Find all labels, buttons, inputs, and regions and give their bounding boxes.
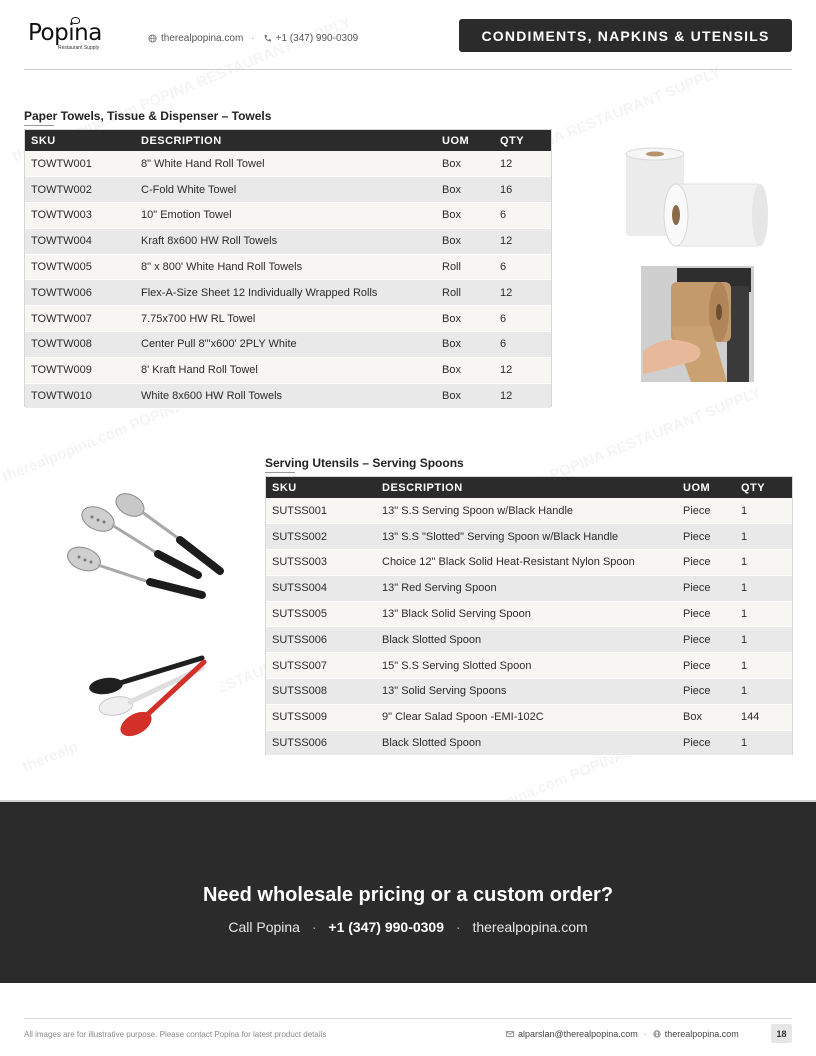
globe-icon bbox=[148, 34, 157, 43]
qty-cell: 12 bbox=[494, 383, 551, 409]
footer-disclaimer: All images are for illustrative purpose. Please contact Popina for latest product details bbox=[24, 1030, 327, 1039]
description-cell: Choice 12" Black Solid Heat-Resistant Nylon Spoon bbox=[376, 550, 677, 576]
kraft-towel-roll-image bbox=[641, 266, 754, 382]
footer-website[interactable]: therealpopina.com bbox=[664, 1029, 739, 1039]
logo-wordmark: Popina bbox=[28, 20, 102, 46]
table-row bbox=[25, 151, 551, 177]
qty-cell: 1 bbox=[735, 679, 792, 705]
uom-cell: Roll bbox=[436, 280, 494, 306]
category-title: CONDIMENTS, NAPKINS & UTENSILS bbox=[459, 19, 792, 52]
qty-cell: 1 bbox=[735, 730, 792, 756]
towels-table-frame bbox=[24, 129, 552, 407]
qty-cell: 144 bbox=[735, 704, 792, 730]
column-header-sku: SKU bbox=[25, 130, 135, 151]
description-cell: 13" S.S Serving Spoon w/Black Handle bbox=[376, 498, 677, 524]
description-cell: 15" S.S Serving Slotted Spoon bbox=[376, 653, 677, 679]
sku-cell: TOWTW004 bbox=[25, 228, 135, 254]
header-divider bbox=[24, 69, 792, 70]
cta-title: Need wholesale pricing or a custom order? bbox=[202, 884, 614, 906]
section-title-spoons bbox=[265, 456, 464, 470]
sku-cell: SUTSS001 bbox=[266, 498, 376, 524]
qty-cell: 6 bbox=[494, 332, 551, 358]
column-header-qty: QTY bbox=[735, 477, 792, 498]
qty-cell: 6 bbox=[494, 306, 551, 332]
sku-cell: SUTSS007 bbox=[266, 653, 376, 679]
uom-cell: Box bbox=[436, 332, 494, 358]
cta-phone[interactable]: +1 (347) 990-0309 bbox=[328, 919, 444, 935]
separator: · bbox=[643, 1029, 647, 1039]
qty-cell: 12 bbox=[494, 151, 551, 177]
footer-email[interactable]: alparslan@therealpopina.com bbox=[518, 1029, 638, 1039]
plastic-serving-spoons-image bbox=[78, 628, 220, 768]
separator: · bbox=[251, 33, 255, 44]
sku-cell: TOWTW002 bbox=[25, 177, 135, 203]
sku-cell: SUTSS009 bbox=[266, 704, 376, 730]
description-cell: Kraft 8x600 HW Roll Towels bbox=[135, 228, 436, 254]
column-header-description: DESCRIPTION bbox=[135, 130, 436, 151]
stainless-serving-spoons-image bbox=[60, 485, 230, 605]
qty-cell: 1 bbox=[735, 575, 792, 601]
column-header-sku: SKU bbox=[266, 477, 376, 498]
cta-call-label: Call Popina bbox=[228, 919, 300, 935]
description-cell: 7.75x700 HW RL Towel bbox=[135, 306, 436, 332]
sku-cell: TOWTW003 bbox=[25, 203, 135, 229]
section-title-towels bbox=[24, 109, 271, 123]
description-cell: White 8x600 HW Roll Towels bbox=[135, 383, 436, 409]
header-phone[interactable]: +1 (347) 990-0309 bbox=[275, 33, 359, 44]
table-row bbox=[25, 280, 551, 306]
table-row bbox=[266, 653, 792, 679]
mail-icon bbox=[506, 1030, 514, 1038]
table-row bbox=[266, 704, 792, 730]
footer-contact bbox=[506, 1029, 739, 1039]
table-row bbox=[266, 575, 792, 601]
globe-icon bbox=[653, 1030, 661, 1038]
table-row bbox=[25, 306, 551, 332]
cloche-icon bbox=[71, 17, 80, 24]
sku-cell: TOWTW006 bbox=[25, 280, 135, 306]
page-header bbox=[0, 0, 816, 72]
description-cell: 10" Emotion Towel bbox=[135, 203, 436, 229]
table-row bbox=[266, 679, 792, 705]
phone-icon bbox=[263, 34, 272, 43]
table-row bbox=[25, 254, 551, 280]
qty-cell: 1 bbox=[735, 627, 792, 653]
description-cell: 9" Clear Salad Spoon -EMI-102C bbox=[376, 704, 677, 730]
cta-contact-line bbox=[0, 919, 816, 935]
sku-cell: SUTSS006 bbox=[266, 627, 376, 653]
sku-cell: SUTSS004 bbox=[266, 575, 376, 601]
uom-cell: Box bbox=[436, 203, 494, 229]
uom-cell: Box bbox=[436, 357, 494, 383]
spoons-table-frame bbox=[265, 476, 793, 755]
description-cell: Black Slotted Spoon bbox=[376, 627, 677, 653]
uom-cell: Box bbox=[436, 383, 494, 409]
uom-cell: Roll bbox=[436, 254, 494, 280]
qty-cell: 12 bbox=[494, 357, 551, 383]
table-row bbox=[266, 550, 792, 576]
separator: · bbox=[455, 919, 461, 935]
sku-cell: TOWTW008 bbox=[25, 332, 135, 358]
uom-cell: Piece bbox=[677, 524, 735, 550]
white-towel-rolls-image bbox=[618, 144, 774, 256]
description-cell: 13" Red Serving Spoon bbox=[376, 575, 677, 601]
column-header-qty: QTY bbox=[494, 130, 551, 151]
sku-cell: TOWTW010 bbox=[25, 383, 135, 409]
table-row bbox=[266, 627, 792, 653]
table-row bbox=[266, 601, 792, 627]
table-row bbox=[25, 203, 551, 229]
cta-website[interactable]: therealpopina.com bbox=[472, 919, 588, 935]
description-cell: Center Pull 8"'x600' 2PLY White bbox=[135, 332, 436, 358]
description-cell: 13" Black Solid Serving Spoon bbox=[376, 601, 677, 627]
uom-cell: Box bbox=[436, 177, 494, 203]
footer-divider bbox=[24, 1018, 792, 1019]
title-underline bbox=[265, 472, 295, 473]
uom-cell: Box bbox=[677, 704, 735, 730]
uom-cell: Piece bbox=[677, 627, 735, 653]
section-title-text: Serving Utensils – Serving Spoons bbox=[265, 456, 464, 470]
qty-cell: 6 bbox=[494, 254, 551, 280]
title-underline bbox=[24, 125, 54, 126]
sku-cell: TOWTW005 bbox=[25, 254, 135, 280]
qty-cell: 12 bbox=[494, 280, 551, 306]
cta-banner bbox=[0, 800, 816, 983]
qty-cell: 12 bbox=[494, 228, 551, 254]
uom-cell: Piece bbox=[677, 601, 735, 627]
qty-cell: 1 bbox=[735, 498, 792, 524]
column-header-uom: UOM bbox=[677, 477, 735, 498]
description-cell: 8' Kraft Hand Roll Towel bbox=[135, 357, 436, 383]
uom-cell: Box bbox=[436, 151, 494, 177]
description-cell: Black Slotted Spoon bbox=[376, 730, 677, 756]
uom-cell: Piece bbox=[677, 679, 735, 705]
header-contact bbox=[148, 33, 358, 44]
sku-cell: SUTSS003 bbox=[266, 550, 376, 576]
table-row bbox=[266, 524, 792, 550]
towels-table bbox=[25, 130, 551, 409]
qty-cell: 1 bbox=[735, 653, 792, 679]
description-cell: 13" Solid Serving Spoons bbox=[376, 679, 677, 705]
table-row bbox=[25, 357, 551, 383]
uom-cell: Piece bbox=[677, 550, 735, 576]
sku-cell: TOWTW007 bbox=[25, 306, 135, 332]
table-header-row bbox=[25, 130, 551, 151]
uom-cell: Box bbox=[436, 306, 494, 332]
uom-cell: Piece bbox=[677, 730, 735, 756]
table-row bbox=[25, 383, 551, 409]
uom-cell: Box bbox=[436, 228, 494, 254]
section-title-text: Paper Towels, Tissue & Dispenser – Towels bbox=[24, 109, 272, 123]
table-row bbox=[25, 228, 551, 254]
qty-cell: 6 bbox=[494, 203, 551, 229]
description-cell: 8" White Hand Roll Towel bbox=[135, 151, 436, 177]
table-row bbox=[25, 177, 551, 203]
sku-cell: SUTSS008 bbox=[266, 679, 376, 705]
sku-cell: SUTSS005 bbox=[266, 601, 376, 627]
table-row bbox=[25, 332, 551, 358]
spoons-table bbox=[266, 477, 792, 756]
qty-cell: 1 bbox=[735, 550, 792, 576]
uom-cell: Piece bbox=[677, 575, 735, 601]
sku-cell: TOWTW009 bbox=[25, 357, 135, 383]
description-cell: 13" S.S "Slotted" Serving Spoon w/Black Handle bbox=[376, 524, 677, 550]
description-cell: 8" x 800' White Hand Roll Towels bbox=[135, 254, 436, 280]
table-header-row bbox=[266, 477, 792, 498]
column-header-description: DESCRIPTION bbox=[376, 477, 677, 498]
page-number: 18 bbox=[771, 1024, 792, 1043]
qty-cell: 16 bbox=[494, 177, 551, 203]
header-website[interactable]: therealpopina.com bbox=[161, 33, 244, 44]
brand-logo bbox=[28, 20, 102, 52]
qty-cell: 1 bbox=[735, 601, 792, 627]
qty-cell: 1 bbox=[735, 524, 792, 550]
uom-cell: Piece bbox=[677, 653, 735, 679]
description-cell: C-Fold White Towel bbox=[135, 177, 436, 203]
description-cell: Flex-A-Size Sheet 12 Individually Wrapped Rolls bbox=[135, 280, 436, 306]
column-header-uom: UOM bbox=[436, 130, 494, 151]
sku-cell: SUTSS006 bbox=[266, 730, 376, 756]
separator: · bbox=[311, 919, 317, 935]
logo-subtitle: Restaurant Supply bbox=[58, 45, 100, 51]
uom-cell: Piece bbox=[677, 498, 735, 524]
table-row bbox=[266, 498, 792, 524]
table-row bbox=[266, 730, 792, 756]
sku-cell: SUTSS002 bbox=[266, 524, 376, 550]
sku-cell: TOWTW001 bbox=[25, 151, 135, 177]
